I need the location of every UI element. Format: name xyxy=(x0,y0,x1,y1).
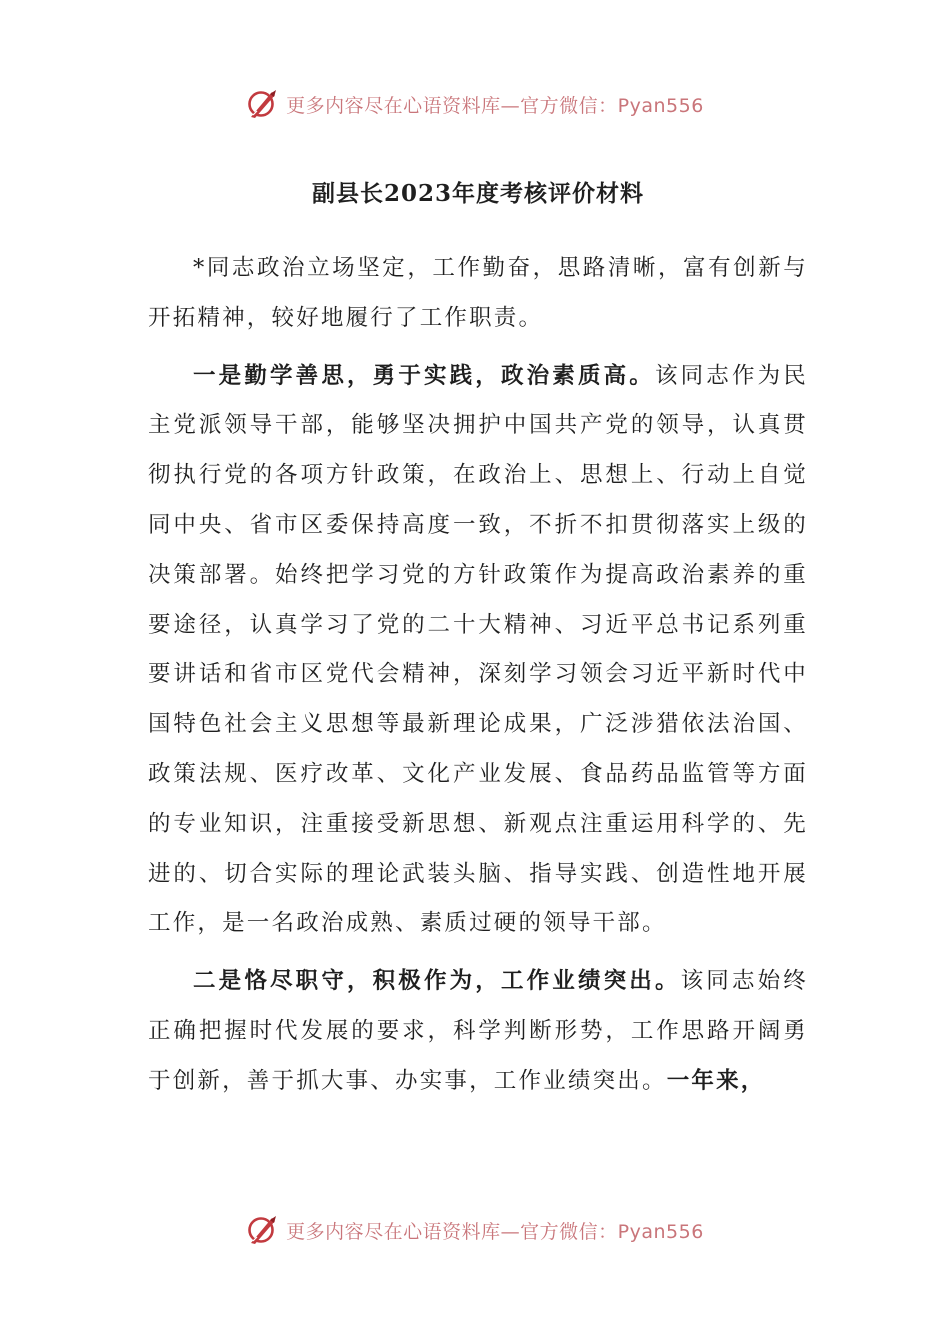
document-title: 副县长2023年度考核评价材料 xyxy=(311,180,644,207)
section-tail-2: 一年来， xyxy=(666,1067,766,1094)
wechat-id: Pyan556 xyxy=(617,1220,704,1243)
intro-paragraph xyxy=(148,244,808,344)
header-watermark xyxy=(0,84,950,124)
watermark-text: 更多内容尽在心语资料库—官方微信：Pyan556 xyxy=(286,1220,704,1243)
section-heading-1: 一是勤学善思，勇于实践，政治素质高。 xyxy=(193,362,655,389)
section-paragraph-1 xyxy=(148,352,808,950)
section-heading-2: 二是恪尽职守，积极作为，工作业绩突出。 xyxy=(193,968,681,995)
section-body-1: 该同志作为民主党派领导干部，能够坚决拥护中国共产党的领导，认真贯彻执行党的各项方针政策，在政治上、思想上、行动上自觉同中央、省市区委保持高度一致，不折不扣贯彻落实上级的决策部署。始终把学习党的方针政策作为提高政治素养的重要途径，认真学习了党的二十大精神、习近平总书记系列重要讲话和省市区党代会精神，深刻学习领会习近平新时代中国特色社会主义思想等最新理论成果，广泛涉猎依法治国、政策法规、医疗改革、文化产业发展、食品药品监管等方面的专业知识，注重接受新思想、新观点注重运用科学的、先进的、切合实际的理论武装头脑、指导实践、创造性地开展工作，是一名政治成熟、素质过硬的领导干部。 xyxy=(148,362,808,937)
quill-pen-circle-icon xyxy=(246,87,280,121)
section-paragraph-2 xyxy=(148,957,808,1106)
wechat-id: Pyan556 xyxy=(617,94,704,117)
watermark-text: 更多内容尽在心语资料库—官方微信：Pyan556 xyxy=(286,94,704,117)
quill-pen-circle-icon xyxy=(246,1213,280,1247)
footer-watermark xyxy=(0,1210,950,1250)
section-body-2: 该同志始终正确把握时代发展的要求，科学判断形势，工作思路开阔勇于创新，善于抓大事、办实事，工作业绩突出。 xyxy=(148,968,808,1094)
document-body xyxy=(148,168,808,1115)
intro-text: *同志政治立场坚定，工作勤奋，思路清晰，富有创新与开拓精神，较好地履行了工作职责。 xyxy=(148,255,808,331)
